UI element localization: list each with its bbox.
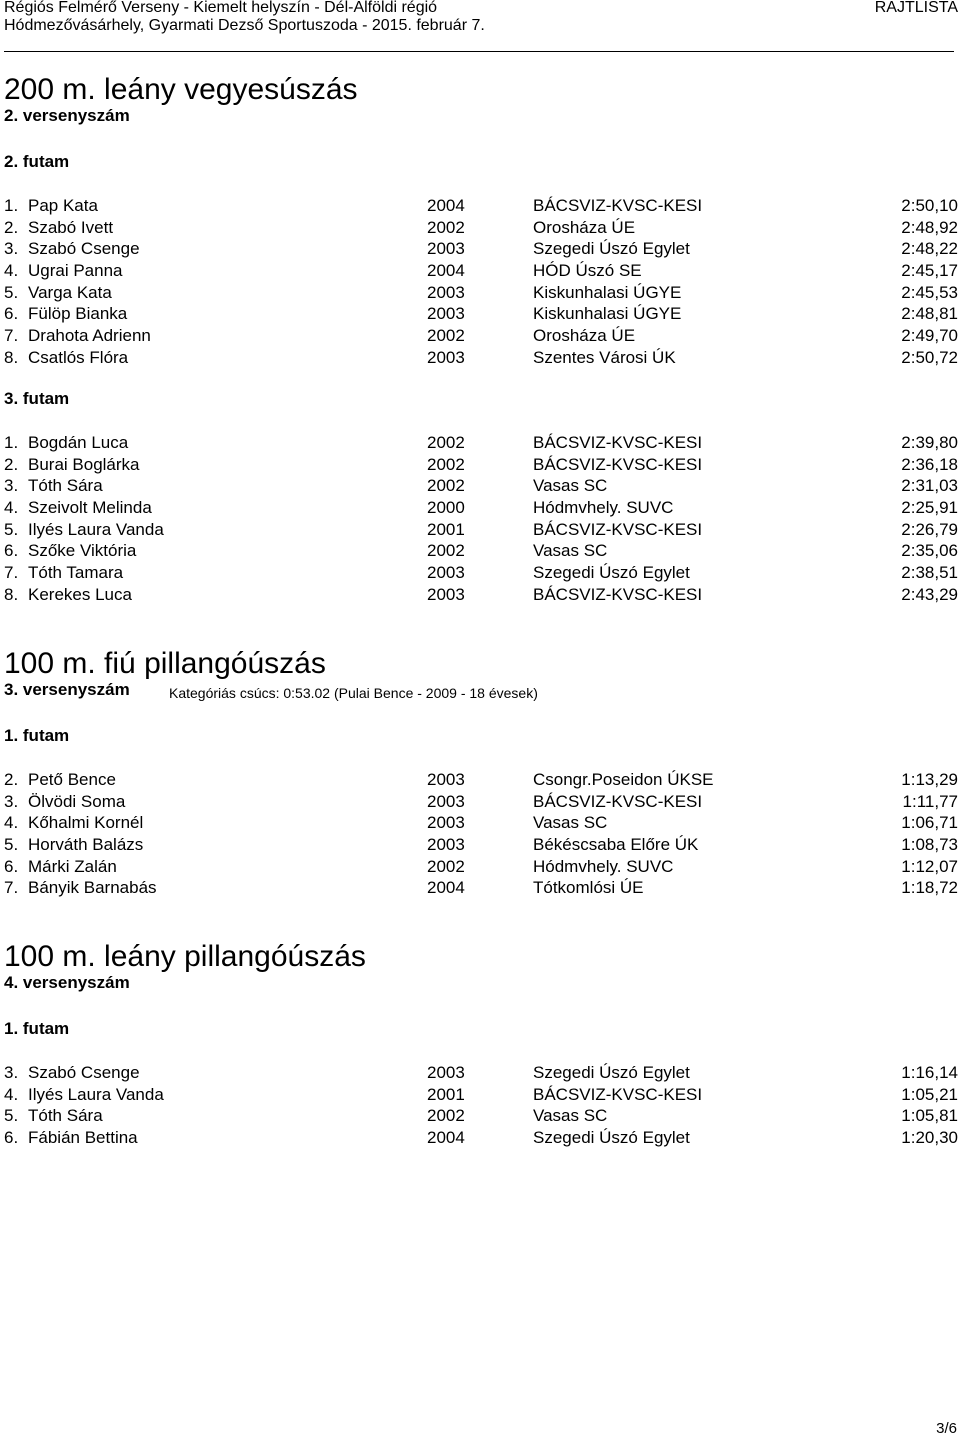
entry-time: 1:06,71 [901, 813, 958, 833]
start-list-row [4, 1084, 958, 1106]
club-name: Békéscsaba Előre ÚK [533, 835, 699, 855]
swimmer-place: 3. [4, 1063, 19, 1082]
start-list-row [4, 432, 958, 454]
start-list-row [4, 1105, 958, 1127]
event-title: 100 m. leány pillangóúszás [4, 940, 366, 973]
birth-year: 2003 [427, 813, 465, 833]
heat-label: 3. futam [4, 389, 70, 408]
club-name: Orosháza ÚE [533, 217, 636, 237]
club-name: Csongr.Poseidon ÚKSE [533, 770, 714, 789]
swimmer-place: 5. [4, 282, 19, 302]
club-name: Orosháza ÚE [533, 326, 636, 346]
entry-time: 2:31,03 [901, 476, 958, 496]
birth-year: 2003 [427, 304, 465, 324]
heat-rows [4, 432, 958, 606]
birth-year: 2003 [427, 770, 465, 789]
start-list-row [4, 540, 958, 562]
start-list-row [4, 834, 958, 856]
event-number: 4. versenyszám [4, 973, 130, 992]
swimmer-name: Tóth Tamara [28, 563, 124, 583]
club-name: BÁCSVIZ-KVSC-KESI [533, 433, 703, 452]
birth-year: 2003 [427, 282, 465, 302]
entry-time: 2:50,72 [901, 347, 958, 367]
event-title: 100 m. fiú pillangóúszás [4, 647, 326, 680]
entry-time: 2:25,91 [901, 498, 958, 518]
swimmer-name: Bányik Barnabás [28, 878, 157, 898]
swimmer-name: Tóth Sára [28, 476, 103, 496]
birth-year: 2003 [427, 239, 465, 259]
swimmer-place: 3. [4, 476, 19, 496]
birth-year: 2002 [427, 856, 465, 876]
birth-year: 2003 [427, 347, 465, 367]
entry-time: 1:20,30 [901, 1128, 958, 1148]
swimmer-name: Szőke Viktória [28, 541, 137, 561]
swimmer-place: 2. [4, 454, 19, 474]
document-type: RAJTLISTA [874, 0, 958, 16]
entry-time: 1:11,77 [902, 791, 958, 811]
club-name: Szegedi Úszó Egylet [533, 563, 690, 583]
event-number: 3. versenyszám [4, 680, 130, 699]
swimmer-name: Fábián Bettina [28, 1128, 138, 1148]
entry-time: 1:08,73 [901, 835, 958, 855]
entry-time: 2:48,81 [901, 304, 958, 324]
start-list-row [4, 217, 958, 239]
entry-time: 2:26,79 [901, 519, 958, 539]
club-name: Hódmvhely. SUVC [533, 856, 674, 876]
club-name: BÁCSVIZ-KVSC-KESI [533, 791, 703, 811]
start-list-row [4, 519, 958, 541]
start-list-row [4, 769, 958, 791]
club-name: Kiskunhalasi ÚGYE [533, 304, 682, 324]
birth-year: 2002 [427, 1106, 465, 1126]
swimmer-place: 4. [4, 498, 19, 518]
heat-rows [4, 1062, 958, 1149]
entry-time: 2:38,51 [901, 563, 958, 583]
swimmer-name: Pető Bence [28, 770, 116, 789]
event-title: 200 m. leány vegyesúszás [4, 73, 358, 106]
start-list-row [4, 1062, 958, 1084]
club-name: Vasas SC [533, 476, 608, 496]
swimmer-name: Csatlós Flóra [28, 347, 129, 367]
swimmer-place: 1. [4, 433, 19, 452]
header-divider [4, 51, 954, 52]
birth-year: 2003 [427, 563, 465, 583]
entry-time: 2:39,80 [901, 433, 958, 452]
club-name: Szegedi Úszó Egylet [533, 1128, 690, 1148]
entry-time: 1:13,29 [901, 770, 958, 789]
club-name: Szentes Városi ÚK [533, 347, 676, 367]
entry-time: 1:12,07 [901, 856, 958, 876]
club-name: Kiskunhalasi ÚGYE [533, 282, 682, 302]
start-list-row [4, 856, 958, 878]
heat-rows [4, 195, 958, 369]
club-name: BÁCSVIZ-KVSC-KESI [533, 196, 703, 215]
entry-time: 1:05,81 [901, 1106, 958, 1126]
entry-time: 2:45,17 [901, 261, 958, 281]
heat-rows [4, 769, 958, 899]
club-name: BÁCSVIZ-KVSC-KESI [533, 584, 703, 604]
swimmer-place: 3. [4, 791, 19, 811]
swimmer-name: Horváth Balázs [28, 835, 144, 855]
competition-venue-date: Hódmezővásárhely, Gyarmati Dezső Sportuszoda - 2015. február 7. [4, 17, 485, 34]
swimmer-name: Fülöp Bianka [28, 304, 128, 324]
swimmer-name: Ilyés Laura Vanda [28, 519, 164, 539]
heat-label: 2. futam [4, 152, 70, 171]
page-header [4, 0, 958, 36]
swimmer-place: 2. [4, 217, 19, 237]
swimmer-place: 7. [4, 563, 19, 583]
club-name: Tótkomlósi ÚE [533, 878, 644, 898]
entry-time: 2:49,70 [901, 326, 958, 346]
start-list-row [4, 584, 958, 606]
club-name: HÓD Úszó SE [533, 261, 642, 281]
swimmer-place: 5. [4, 835, 19, 855]
birth-year: 2002 [427, 454, 465, 474]
birth-year: 2003 [427, 835, 465, 855]
swimmer-place: 5. [4, 1106, 19, 1126]
entry-time: 1:16,14 [901, 1063, 958, 1082]
start-list-row [4, 195, 958, 217]
start-list-row [4, 1127, 958, 1149]
birth-year: 2003 [427, 1063, 465, 1082]
swimmer-name: Szeivolt Melinda [28, 498, 152, 518]
swimmer-place: 1. [4, 196, 19, 215]
swimmer-place: 4. [4, 1084, 19, 1104]
club-name: BÁCSVIZ-KVSC-KESI [533, 519, 703, 539]
swimmer-name: Tóth Sára [28, 1106, 103, 1126]
start-list-row [4, 454, 958, 476]
swimmer-name: Bogdán Luca [28, 433, 129, 452]
category-record: Kategóriás csúcs: 0:53.02 (Pulai Bence - 2009 - 18 évesek) [169, 685, 538, 701]
start-list-row [4, 562, 958, 584]
entry-time: 2:50,10 [901, 196, 958, 215]
birth-year: 2004 [427, 196, 465, 215]
swimmer-place: 6. [4, 304, 19, 324]
page-number: 3/6 [936, 1420, 957, 1437]
club-name: Szegedi Úszó Egylet [533, 1063, 690, 1082]
birth-year: 2002 [427, 541, 465, 561]
entry-time: 2:36,18 [901, 454, 958, 474]
swimmer-place: 4. [4, 261, 19, 281]
birth-year: 2004 [427, 1128, 465, 1148]
swimmer-place: 4. [4, 813, 19, 833]
competition-name: Régiós Felmérő Verseny - Kiemelt helyszín - Dél-Alföldi régió [4, 0, 438, 16]
entry-time: 2:48,92 [901, 217, 958, 237]
swimmer-place: 7. [4, 326, 19, 346]
start-list-row [4, 347, 958, 369]
swimmer-name: Kőhalmi Kornél [28, 813, 144, 833]
swimmer-place: 7. [4, 878, 19, 898]
entry-time: 1:05,21 [901, 1084, 958, 1104]
club-name: Hódmvhely. SUVC [533, 498, 674, 518]
birth-year: 2002 [427, 433, 465, 452]
start-list-row [4, 260, 958, 282]
birth-year: 2004 [427, 261, 465, 281]
club-name: Vasas SC [533, 1106, 608, 1126]
birth-year: 2002 [427, 476, 465, 496]
start-list-row [4, 325, 958, 347]
start-list-row [4, 497, 958, 519]
birth-year: 2001 [427, 519, 465, 539]
start-list-row [4, 475, 958, 497]
swimmer-name: Ölvödi Soma [28, 791, 126, 811]
event-number: 2. versenyszám [4, 106, 130, 125]
swimmer-place: 3. [4, 239, 19, 259]
entry-time: 1:18,72 [901, 878, 958, 898]
entry-time: 2:35,06 [901, 541, 958, 561]
swimmer-name: Kerekes Luca [28, 584, 132, 604]
entry-time: 2:45,53 [901, 282, 958, 302]
start-list-row [4, 303, 958, 325]
swimmer-place: 6. [4, 1128, 19, 1148]
swimmer-place: 8. [4, 347, 19, 367]
heat-label: 1. futam [4, 1019, 70, 1038]
club-name: BÁCSVIZ-KVSC-KESI [533, 1084, 703, 1104]
birth-year: 2002 [427, 217, 465, 237]
club-name: Vasas SC [533, 813, 608, 833]
swimmer-name: Drahota Adrienn [28, 326, 151, 346]
birth-year: 2002 [427, 326, 465, 346]
birth-year: 2003 [427, 791, 465, 811]
entry-time: 2:43,29 [901, 584, 958, 604]
swimmer-name: Szabó Csenge [28, 239, 140, 259]
swimmer-name: Pap Kata [28, 196, 98, 215]
club-name: Vasas SC [533, 541, 608, 561]
swimmer-name: Szabó Ivett [28, 217, 114, 237]
swimmer-name: Szabó Csenge [28, 1063, 140, 1082]
swimmer-place: 5. [4, 519, 19, 539]
club-name: BÁCSVIZ-KVSC-KESI [533, 454, 703, 474]
swimmer-place: 2. [4, 770, 19, 789]
entry-time: 2:48,22 [901, 239, 958, 259]
birth-year: 2003 [427, 584, 465, 604]
swimmer-place: 6. [4, 541, 19, 561]
birth-year: 2000 [427, 498, 465, 518]
club-name: Szegedi Úszó Egylet [533, 239, 690, 259]
swimmer-name: Márki Zalán [28, 856, 117, 876]
start-list-row [4, 877, 958, 899]
swimmer-name: Ugrai Panna [28, 261, 123, 281]
start-list-row [4, 812, 958, 834]
birth-year: 2001 [427, 1084, 465, 1104]
start-list-row [4, 282, 958, 304]
swimmer-name: Ilyés Laura Vanda [28, 1084, 164, 1104]
heat-label: 1. futam [4, 726, 70, 745]
start-list-row [4, 238, 958, 260]
swimmer-place: 8. [4, 584, 19, 604]
birth-year: 2004 [427, 878, 465, 898]
swimmer-name: Burai Boglárka [28, 454, 140, 474]
swimmer-name: Varga Kata [28, 282, 112, 302]
swimmer-place: 6. [4, 856, 19, 876]
start-list-row [4, 791, 958, 813]
